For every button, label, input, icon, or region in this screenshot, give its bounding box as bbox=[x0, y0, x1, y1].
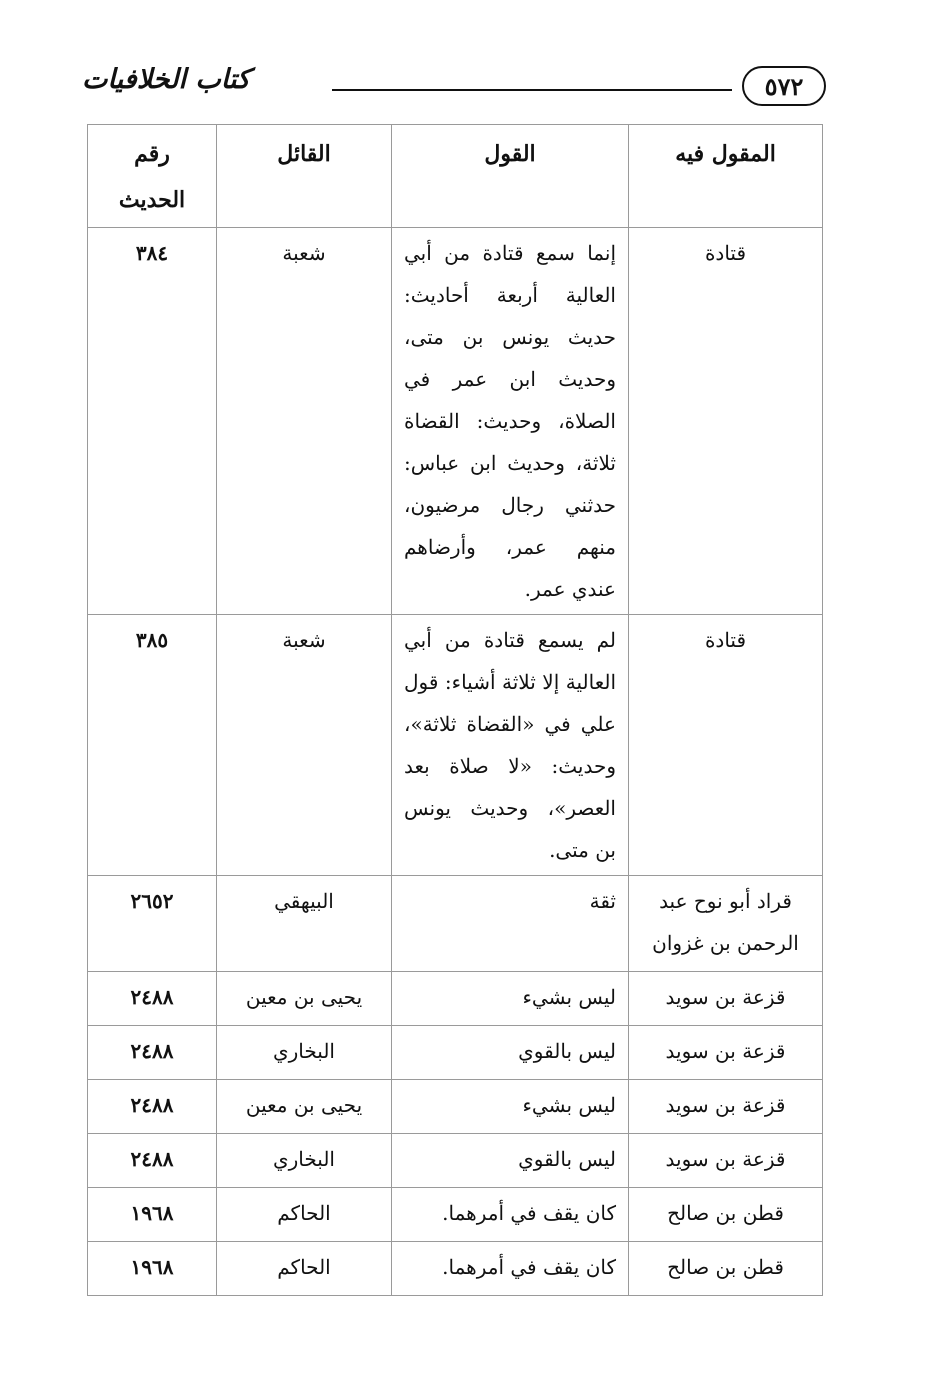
header-rule bbox=[332, 89, 732, 91]
row-statement: ليس بشيء bbox=[392, 1080, 629, 1134]
table-header-row bbox=[88, 125, 823, 228]
row-subject: قزعة بن سويد bbox=[629, 1080, 823, 1134]
table-row bbox=[88, 1242, 823, 1296]
row-statement: ثقة bbox=[392, 876, 629, 972]
row-statement: ليس بالقوي bbox=[392, 1134, 629, 1188]
row-subject: قزعة بن سويد bbox=[629, 1026, 823, 1080]
row-number: ٣٨٥ bbox=[88, 615, 217, 876]
table-row bbox=[88, 1080, 823, 1134]
row-number: ٢٤٨٨ bbox=[88, 972, 217, 1026]
row-speaker: يحيى بن معين bbox=[217, 972, 392, 1026]
row-number: ١٩٦٨ bbox=[88, 1188, 217, 1242]
row-subject: قتادة bbox=[629, 228, 823, 615]
row-statement: لم يسمع قتادة من أبي العالية إلا ثلاثة أشياء: قول علي في «القضاة ثلاثة»، وحديث: «لا صلاة بعد العصر»، وحديث يونس بن متى. bbox=[392, 615, 629, 876]
column-header-speaker: القائل bbox=[217, 125, 392, 228]
row-statement: كان يقف في أمرهما. bbox=[392, 1242, 629, 1296]
table-row bbox=[88, 228, 823, 615]
column-header-subject: المقول فيه bbox=[629, 125, 823, 228]
table-row bbox=[88, 972, 823, 1026]
row-speaker: شعبة bbox=[217, 228, 392, 615]
row-number: ٢٤٨٨ bbox=[88, 1134, 217, 1188]
row-subject: قزعة بن سويد bbox=[629, 1134, 823, 1188]
row-statement: إنما سمع قتادة من أبي العالية أربعة أحاديث: حديث يونس بن متى، وحديث ابن عمر في الصلاة، وحديث: القضاة ثلاثة، وحديث ابن عباس: حدثني رجال مرضيون، منهم عمر، وأرضاهم عندي عمر. bbox=[392, 228, 629, 615]
row-speaker: الحاكم bbox=[217, 1242, 392, 1296]
row-subject: قزعة بن سويد bbox=[629, 972, 823, 1026]
row-speaker: الحاكم bbox=[217, 1188, 392, 1242]
row-statement: كان يقف في أمرهما. bbox=[392, 1188, 629, 1242]
row-statement: ليس بشيء bbox=[392, 972, 629, 1026]
row-number: ٣٨٤ bbox=[88, 228, 217, 615]
column-header-number: رقم الحديث bbox=[88, 125, 217, 228]
row-statement: ليس بالقوي bbox=[392, 1026, 629, 1080]
book-title: كتاب الخلافيات bbox=[82, 64, 251, 95]
row-subject: قتادة bbox=[629, 615, 823, 876]
page-number: ٥٧٢ bbox=[742, 66, 826, 106]
table-row bbox=[88, 615, 823, 876]
row-speaker: شعبة bbox=[217, 615, 392, 876]
row-speaker: البخاري bbox=[217, 1134, 392, 1188]
row-number: ٢٦٥٢ bbox=[88, 876, 217, 972]
table-row bbox=[88, 876, 823, 972]
row-number: ٢٤٨٨ bbox=[88, 1080, 217, 1134]
page-header bbox=[82, 62, 826, 112]
row-speaker: البيهقي bbox=[217, 876, 392, 972]
column-header-statement: القول bbox=[392, 125, 629, 228]
table-row bbox=[88, 1026, 823, 1080]
row-speaker: يحيى بن معين bbox=[217, 1080, 392, 1134]
row-subject: قطن بن صالح bbox=[629, 1188, 823, 1242]
row-number: ١٩٦٨ bbox=[88, 1242, 217, 1296]
row-subject: قطن بن صالح bbox=[629, 1242, 823, 1296]
row-number: ٢٤٨٨ bbox=[88, 1026, 217, 1080]
table-row bbox=[88, 1134, 823, 1188]
row-subject: قراد أبو نوح عبد الرحمن بن غزوان bbox=[629, 876, 823, 972]
table-row bbox=[88, 1188, 823, 1242]
narrators-table bbox=[87, 124, 823, 1296]
row-speaker: البخاري bbox=[217, 1026, 392, 1080]
